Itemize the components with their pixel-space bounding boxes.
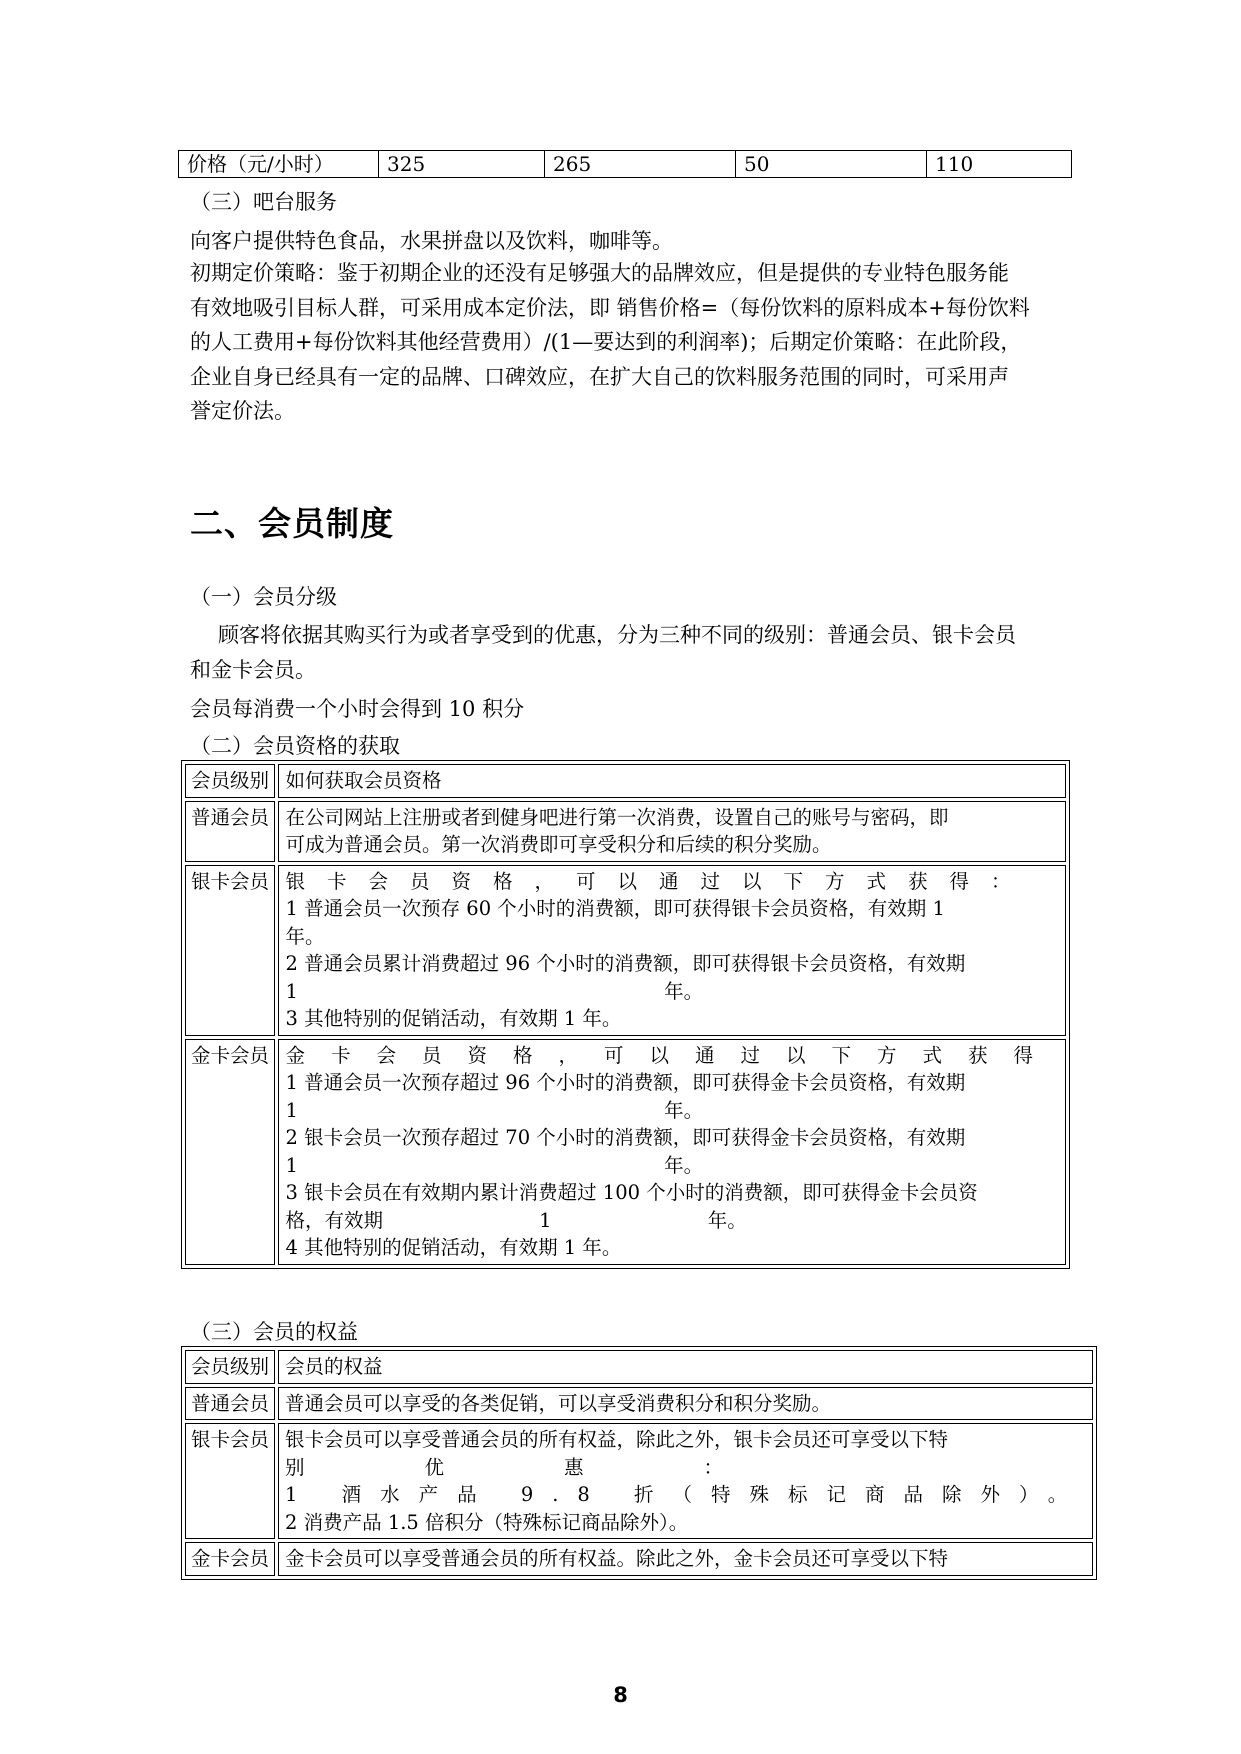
levels-heading: （一）会员分级	[190, 585, 337, 609]
price-row	[179, 151, 1072, 178]
page-number: 8	[613, 1683, 628, 1707]
level-header-cell: 会员级别	[185, 1350, 275, 1384]
content-cell	[278, 1423, 1093, 1539]
level-header-cell: 会员级别	[185, 764, 275, 798]
cell-line: 格，有效期 1 年。	[285, 1208, 747, 1232]
cell-line: 2 消费产品 1.5 倍积分（特殊标记商品除外）。	[285, 1510, 689, 1534]
table-row	[185, 865, 1066, 1036]
bar-service-intro: 向客户提供特色食品，水果拼盘以及饮料，咖啡等。	[190, 229, 673, 253]
cell-line: 别优惠：	[285, 1455, 844, 1479]
cell-line: 2 银卡会员一次预存超过 70 个小时的消费额，即可获得金卡会员资格，有效期	[285, 1126, 966, 1149]
level-cell: 金卡会员	[185, 1542, 275, 1576]
levels-text-line: 和金卡会员。	[190, 658, 316, 682]
table-row	[185, 801, 1066, 862]
levels-text-line: 顾客将依据其购买行为或者享受到的优惠，分为三种不同的级别：普通会员、银卡会员	[218, 623, 1016, 647]
cell-line: 2 普通会员累计消费超过 96 个小时的消费额，即可获得银卡会员资格，有效期	[285, 952, 966, 975]
price-value-cell: 110	[927, 151, 1072, 178]
table-row	[185, 1423, 1093, 1539]
level-cell: 普通会员	[185, 801, 275, 862]
table-row	[185, 1039, 1066, 1265]
rights-table	[181, 1346, 1097, 1580]
paragraph-line: 誉定价法。	[190, 399, 295, 423]
paragraph-line: 有效地吸引目标人群，可采用成本定价法，即 销售价格=（每份饮料的原料成本+每份饮料	[190, 295, 1030, 320]
cell-line: 1 普通会员一次预存超过 96 个小时的消费额，即可获得金卡会员资格，有效期	[285, 1071, 966, 1094]
qualification-table	[181, 760, 1070, 1269]
content-cell	[278, 1542, 1093, 1576]
level-cell: 银卡会员	[185, 865, 275, 1036]
cell-line: 在公司网站上注册或者到健身吧进行第一次消费，设置自己的账号与密码，即	[285, 805, 949, 829]
table-row	[185, 1542, 1093, 1576]
cell-line: 可成为普通会员。第一次消费即可享受积分和后续的积分奖励。	[285, 833, 832, 856]
cell-line: 年。	[285, 924, 325, 948]
table-row	[185, 764, 1066, 798]
cell-line: 3 其他特别的促销活动，有效期 1 年。	[285, 1007, 622, 1030]
level-cell: 金卡会员	[185, 1039, 275, 1265]
price-value-cell: 50	[736, 151, 927, 178]
points-text: 会员每消费一个小时会得到 10 积分	[190, 697, 525, 721]
pricing-strategy-paragraph	[190, 256, 1062, 429]
section-title: 二、会员制度	[190, 504, 394, 543]
rights-heading: （三）会员的权益	[190, 1320, 358, 1344]
price-label-cell: 价格（元/小时）	[179, 151, 379, 178]
table-row	[185, 1350, 1093, 1384]
cell-line: 普通会员可以享受的各类促销，可以享受消费积分和积分奖励。	[285, 1391, 832, 1415]
level-cell: 普通会员	[185, 1387, 275, 1421]
paragraph-line: 的人工费用+每份饮料其他经营费用）/(1—要达到的利润率)；后期定价策略：在此阶段，	[190, 330, 1022, 354]
qualification-heading: （二）会员资格的获取	[190, 734, 400, 758]
cell-line: 银卡会员可以享受普通会员的所有权益，除此之外，银卡会员还可享受以下特	[285, 1428, 949, 1451]
cell-line: 3 银卡会员在有效期内累计消费超过 100 个小时的消费额，即可获得金卡会员资	[285, 1181, 978, 1204]
cell-line: 1 酒水产品 9.8 折（特殊标记商品除外）。	[285, 1483, 1087, 1506]
content-cell	[278, 801, 1066, 862]
bar-service-heading: （三）吧台服务	[190, 190, 337, 214]
content-header-cell: 如何获取会员资格	[278, 764, 1066, 798]
table-row	[185, 1387, 1093, 1421]
cell-line: 银卡会员资格，可以通过以下方式获得：	[285, 869, 1033, 893]
content-header-cell: 会员的权益	[278, 1350, 1093, 1384]
content-cell	[278, 1039, 1066, 1265]
content-cell	[278, 865, 1066, 1036]
cell-line: 1 年。	[285, 1098, 704, 1122]
cell-line: 1 普通会员一次预存 60 个小时的消费额，即可获得银卡会员资格，有效期 1	[285, 897, 945, 920]
cell-line: 金卡会员资格，可以通过以下方式获得	[285, 1043, 1059, 1067]
price-value-cell: 265	[545, 151, 736, 178]
paragraph-line: 初期定价策略：鉴于初期企业的还没有足够强大的品牌效应，但是提供的专业特色服务能	[190, 261, 1009, 285]
price-value-cell: 325	[379, 151, 545, 178]
content-cell	[278, 1387, 1093, 1421]
cell-line: 1 年。	[285, 1153, 704, 1177]
level-cell: 银卡会员	[185, 1423, 275, 1539]
paragraph-line: 企业自身已经具有一定的品牌、口碑效应，在扩大自己的饮料服务范围的同时，可采用声	[190, 364, 1009, 389]
cell-line: 4 其他特别的促销活动，有效期 1 年。	[285, 1236, 622, 1259]
price-table	[178, 150, 1072, 178]
cell-line: 金卡会员可以享受普通会员的所有权益。除此之外，金卡会员还可享受以下特	[285, 1547, 949, 1570]
cell-line: 1 年。	[285, 979, 704, 1003]
